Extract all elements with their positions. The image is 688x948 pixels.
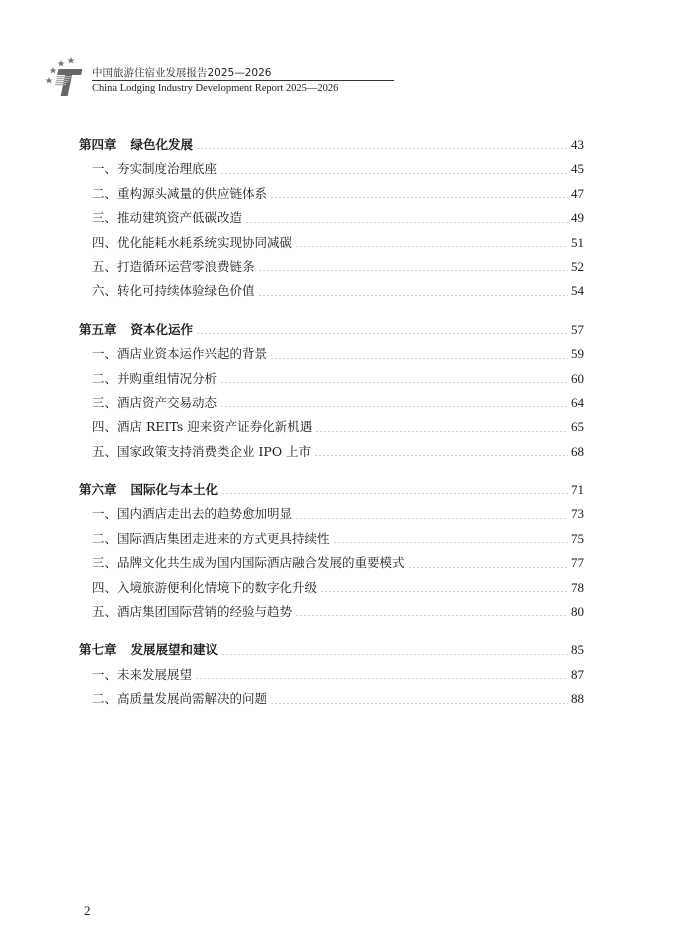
section-page: 88	[571, 691, 584, 707]
header-divider	[92, 80, 394, 81]
dot-leader	[220, 173, 568, 174]
dot-leader	[295, 518, 568, 519]
chapter-number: 第四章	[79, 137, 117, 152]
toc-section-entry[interactable]	[79, 415, 584, 439]
section-page: 73	[571, 506, 584, 522]
toc-section-entry[interactable]	[79, 231, 584, 255]
section-page: 80	[571, 604, 584, 620]
section-page: 78	[571, 579, 584, 595]
dot-leader	[333, 542, 568, 543]
chapter-page: 71	[571, 482, 584, 498]
chapter-title: 资本化运作	[130, 321, 194, 337]
toc-chapter-entry[interactable]	[79, 638, 584, 662]
chapter-page: 43	[571, 137, 584, 152]
dot-leader	[270, 703, 568, 704]
toc-chapter	[79, 638, 584, 711]
toc-section-entry[interactable]	[79, 600, 584, 624]
dot-leader	[220, 406, 568, 407]
toc-section-entry[interactable]	[79, 527, 584, 551]
section-page: 64	[571, 394, 584, 410]
section-title: 二、高质量发展尚需解决的问题	[92, 691, 268, 707]
toc-section-entry[interactable]	[79, 687, 584, 711]
toc-section-entry[interactable]	[79, 367, 584, 391]
dot-leader	[245, 222, 568, 223]
chapter-number: 第七章	[79, 642, 117, 658]
section-title: 四、优化能耗水耗系统实现协同减碳	[92, 234, 293, 250]
section-title: 五、打造循环运营零浪费链条	[92, 258, 255, 274]
section-title: 四、酒店 REITs 迎来资产证券化新机遇	[92, 419, 313, 435]
dot-leader	[315, 431, 568, 432]
dot-leader	[195, 678, 568, 679]
section-page: 77	[571, 555, 584, 571]
toc-section-entry[interactable]	[79, 391, 584, 415]
chapter-page: 57	[571, 321, 584, 337]
dot-leader	[258, 295, 568, 296]
section-title: 五、国家政策支持消费类企业 IPO 上市	[92, 443, 312, 459]
toc-chapter-entry[interactable]	[79, 318, 584, 342]
dot-leader	[295, 246, 568, 247]
toc-section-entry[interactable]	[79, 279, 584, 303]
toc-section-entry[interactable]	[79, 157, 584, 181]
chapter-title: 发展展望和建议	[130, 642, 219, 658]
dot-leader	[196, 148, 568, 149]
section-title: 二、重构源头减量的供应链体系	[92, 185, 268, 201]
section-title: 三、品牌文化共生成为国内国际酒店融合发展的重要模式	[92, 555, 405, 571]
section-page: 60	[571, 370, 584, 386]
section-page: 49	[571, 210, 584, 226]
toc-section-entry[interactable]	[79, 502, 584, 526]
dot-leader	[196, 333, 568, 334]
section-title: 一、国内酒店走出去的趋势愈加明显	[92, 506, 293, 522]
dot-leader	[221, 493, 568, 494]
toc-chapter-entry[interactable]	[79, 133, 584, 157]
section-page: 75	[571, 530, 584, 546]
section-page: 52	[571, 258, 584, 274]
chapter-number: 第六章	[79, 482, 117, 498]
section-title: 四、入境旅游便利化情境下的数字化升级	[92, 579, 318, 595]
section-title: 六、转化可持续体验绿色价值	[92, 283, 255, 299]
section-title: 三、酒店资产交易动态	[92, 394, 218, 410]
toc-chapter	[79, 478, 584, 624]
chapter-title: 国际化与本土化	[130, 482, 219, 498]
section-page: 65	[571, 419, 584, 435]
section-page: 87	[571, 666, 584, 682]
header-title-en: China Lodging Industry Development Report 2025—2026	[92, 83, 339, 94]
section-page: 47	[571, 185, 584, 201]
dot-leader	[295, 615, 568, 616]
table-of-contents	[79, 133, 584, 726]
dot-leader	[408, 567, 568, 568]
toc-section-entry[interactable]	[79, 206, 584, 230]
section-title: 一、酒店业资本运作兴起的背景	[92, 346, 268, 362]
toc-chapter-entry[interactable]	[79, 478, 584, 502]
page-number: 2	[84, 903, 91, 918]
section-title: 二、并购重组情况分析	[92, 370, 218, 386]
running-header	[42, 52, 362, 102]
toc-chapter	[79, 133, 584, 304]
dot-leader	[221, 654, 568, 655]
section-page: 59	[571, 346, 584, 362]
section-page: 51	[571, 234, 584, 250]
section-title: 一、夯实制度治理底座	[92, 161, 218, 177]
section-title: 一、未来发展展望	[92, 666, 193, 682]
section-page: 54	[571, 283, 584, 299]
toc-chapter	[79, 318, 584, 464]
toc-section-entry[interactable]	[79, 663, 584, 687]
section-title: 五、酒店集团国际营销的经验与趋势	[92, 604, 293, 620]
dot-leader	[258, 270, 568, 271]
section-title: 三、推动建筑资产低碳改造	[92, 210, 243, 226]
chapter-page: 85	[571, 642, 584, 658]
toc-section-entry[interactable]	[79, 551, 584, 575]
toc-section-entry[interactable]	[79, 440, 584, 464]
section-page: 68	[571, 443, 584, 459]
report-logo-icon	[42, 52, 90, 100]
chapter-number: 第五章	[79, 321, 117, 337]
dot-leader	[270, 197, 568, 198]
dot-leader	[270, 358, 568, 359]
toc-section-entry[interactable]	[79, 576, 584, 600]
section-title: 二、国际酒店集团走进来的方式更具持续性	[92, 530, 330, 546]
dot-leader	[220, 382, 568, 383]
dot-leader	[320, 591, 568, 592]
chapter-title: 绿色化发展	[130, 137, 194, 152]
dot-leader	[314, 455, 568, 456]
toc-section-entry[interactable]	[79, 182, 584, 206]
header-title-cn: 中国旅游住宿业发展报告2025—2026	[92, 67, 272, 79]
toc-section-entry[interactable]	[79, 342, 584, 366]
toc-section-entry[interactable]	[79, 255, 584, 279]
section-page: 45	[571, 161, 584, 177]
